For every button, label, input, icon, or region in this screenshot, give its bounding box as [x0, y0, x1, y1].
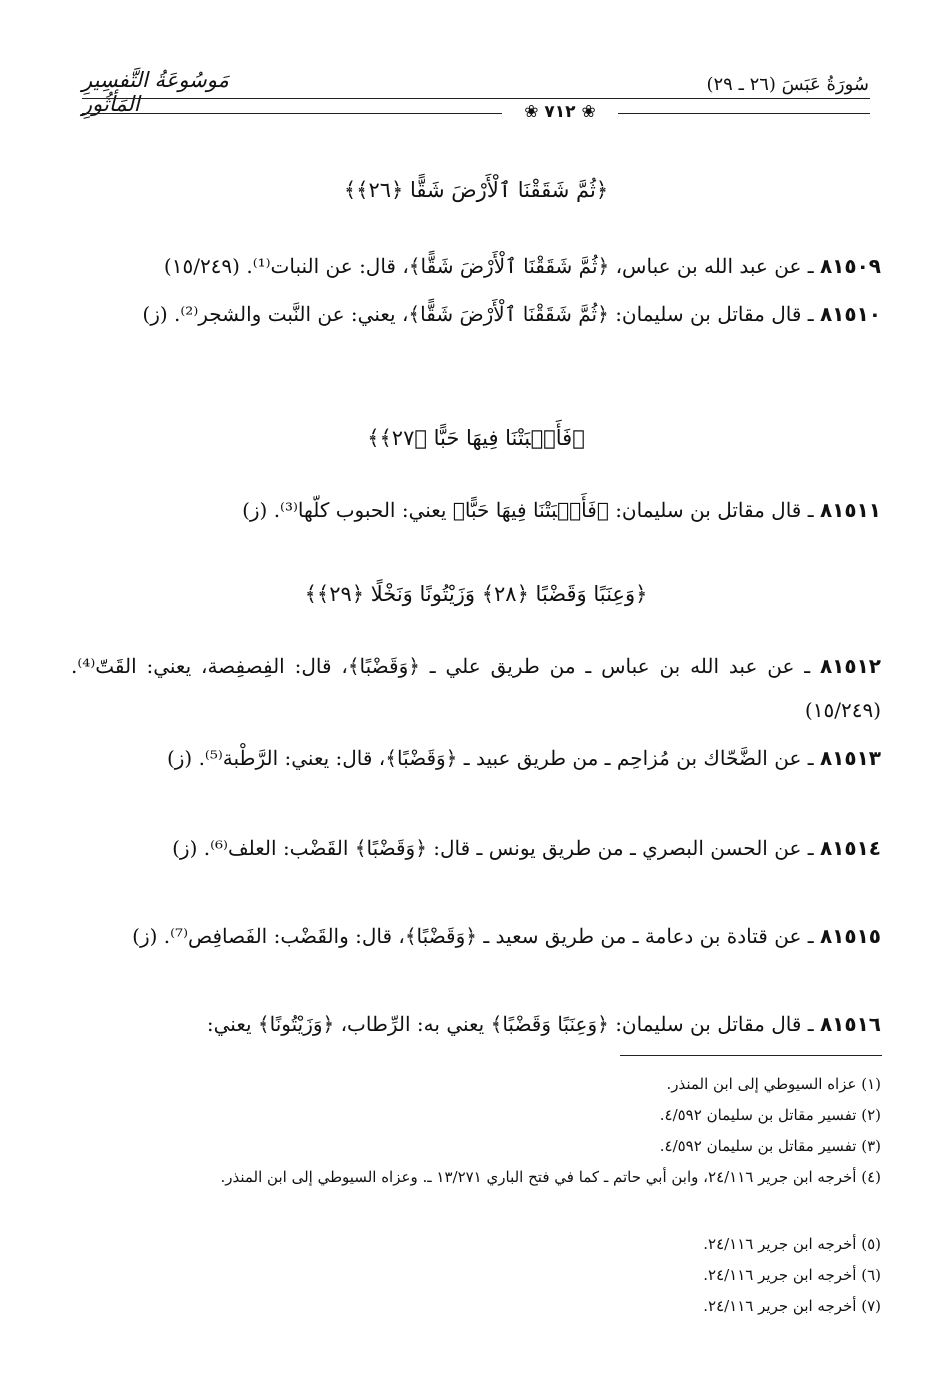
narration-entry [71, 736, 881, 780]
entry-text: ـ عن عبد الله بن عباس ـ من طريق علي ـ ﴿وَقَضْبًا﴾، قال: الفِصفِصة، يعني: القَتّ⁽⁴⁾. (١٥/٢٤٩) [71, 654, 881, 722]
narration-entry [71, 292, 881, 336]
entry-number: ٨١٥١٤ [819, 836, 881, 860]
book-running-title: مَوسُوعَةُ التَّفسِيرِ المَأثُورِ [82, 68, 229, 116]
entry-text: ـ قال مقاتل بن سليمان: ﴿ثُمَّ شَقَقْنَا ٱلْأَرْضَ شَقًّا﴾، يعني: عن النَّبت والشجر⁽²⁾. (ز) [142, 302, 814, 326]
entry-number: ٨١٥١٥ [819, 924, 881, 948]
page-number: ❀ ٧١٢ ❀ [514, 102, 606, 122]
entry-number: ٨١٥٠٩ [819, 254, 881, 278]
header-rule-left [82, 113, 502, 114]
footnote: (٧) أخرجه ابن جرير ٢٤/١١٦. [703, 1297, 881, 1315]
verse-heading: ﴿وَعِنَبًا وَقَضْبًا ﴿٢٨﴾ وَزَيْتُونًا وَنَخْلًا ﴿٢٩﴾﴾ [304, 582, 648, 606]
header-rule-right [618, 113, 870, 114]
footnote: (٣) تفسير مقاتل بن سليمان ٤/٥٩٢. [659, 1137, 881, 1155]
entry-text: ـ عن عبد الله بن عباس، ﴿ثُمَّ شَقَقْنَا ٱلْأَرْضَ شَقًّا﴾، قال: عن النبات⁽¹⁾. (١٥/٢٤٩) [163, 254, 814, 278]
footnote: (٦) أخرجه ابن جرير ٢٤/١١٦. [703, 1266, 881, 1284]
narration-entry [71, 644, 881, 732]
entry-number: ٨١٥١٠ [819, 302, 881, 326]
narration-entry [71, 488, 881, 532]
footnote-separator [620, 1055, 882, 1056]
footnote: (٢) تفسير مقاتل بن سليمان ٤/٥٩٢. [659, 1106, 881, 1124]
entry-number: ٨١٥١٢ [819, 654, 882, 678]
entry-number: ٨١٥١٦ [819, 1012, 881, 1036]
page-number-value: ٧١٢ [544, 102, 576, 122]
entry-text: ـ قال مقاتل بن سليمان: ﴿فَأَنۢبَتْنَا فِيهَا حَبًّا﴾ يعني: الحبوب كلّها⁽³⁾. (ز) [242, 498, 814, 522]
entry-number: ٨١٥١١ [819, 498, 881, 522]
verse-heading: ﴿فَأَنۢبَتْنَا فِيهَا حَبًّا ﴿٢٧﴾﴾ [367, 426, 585, 450]
surah-running-title: سُورَةُ عَبَسَ (٢٦ ـ ٢٩) [706, 74, 869, 95]
entry-text: ـ عن الضَّحّاك بن مُزاحِم ـ من طريق عبيد ـ ﴿وَقَضْبًا﴾، قال: يعني: الرَّطْبة⁽⁵⁾. (ز) [166, 746, 814, 770]
entry-text: ـ عن قتادة بن دعامة ـ من طريق سعيد ـ ﴿وَقَضْبًا﴾، قال: والقَضْب: الفَصافِص⁽⁷⁾. (ز) [132, 924, 814, 948]
narration-entry [71, 914, 881, 958]
footnote: (٥) أخرجه ابن جرير ٢٤/١١٦. [703, 1235, 881, 1253]
header-rule [82, 98, 870, 99]
entry-text: ـ قال مقاتل بن سليمان: ﴿وَعِنَبًا وَقَضْبًا﴾ يعني به: الرِّطاب، ﴿وَزَيْتُونًا﴾ يعني: [206, 1012, 814, 1036]
narration-entry [71, 1002, 881, 1046]
entry-number: ٨١٥١٣ [819, 746, 881, 770]
footnote: (٤) أخرجه ابن جرير ٢٤/١١٦، وابن أبي حاتم ـ كما في فتح الباري ١٣/٢٧١ ـ. وعزاه السيوطي إلى ابن المنذر. [220, 1168, 881, 1186]
narration-entry [71, 826, 881, 870]
verse-heading: ﴿ثُمَّ شَقَقْنَا ٱلْأَرْضَ شَقًّا ﴿٢٦﴾﴾ [343, 178, 609, 202]
page-number-bar [82, 104, 870, 124]
narration-entry [71, 244, 881, 288]
entry-text: ـ عن الحسن البصري ـ من طريق يونس ـ قال: ﴿وَقَضْبًا﴾ القَضْب: العلف⁽⁶⁾. (ز) [172, 836, 814, 860]
footnote: (١) عزاه السيوطي إلى ابن المنذر. [666, 1075, 881, 1093]
